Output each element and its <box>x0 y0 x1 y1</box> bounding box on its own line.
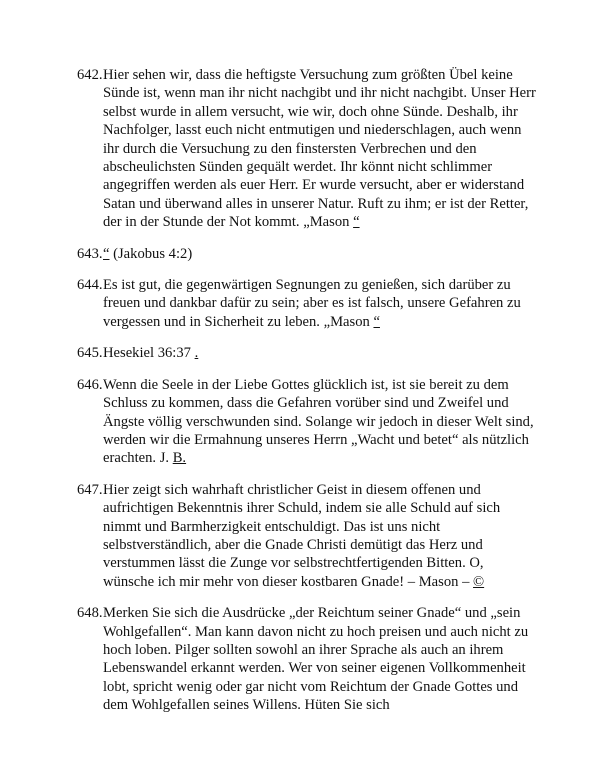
footnote-text: Hier sehen wir, dass die heftigste Versuchung zum größten Übel keine Sünde ist, wenn man ihr nicht nachgibt und ihr nicht nachgibt. Unser Herr selbst wurde in allem versucht, wie wir, doch ohne Sünde. Deshalb, ihr Nachfolger, lasst euch nicht entmutigen und niederschlagen, auch wenn ihr durch die Versuchung zu den finstersten Verbrechen und den abscheulichsten Sünden gequält werdet. Ihr könnt nicht schlimmer angegriffen werden als euer Herr. Er wurde versucht, aber er widerstand Satan und überwand alles in unserer Natur. Ruft zu ihm; er ist der Retter, der in der Stunde der Not kommt. „Mason <box>103 67 536 231</box>
footnote-backlink[interactable]: © <box>473 573 485 590</box>
footnote-number: 647. <box>77 481 103 498</box>
footnote-text: Es ist gut, die gegenwärtigen Segnungen zu genießen, sich darüber zu freuen und dankbar dafür zu sein; aber es ist falsch, unsere Gefahren zu vergessen und in Sicherheit zu leben. „Mason <box>103 277 521 330</box>
footnotes-list <box>77 66 537 728</box>
footnote-642 <box>77 66 537 232</box>
footnote-644 <box>77 276 537 331</box>
footnote-646 <box>77 376 537 468</box>
footnote-backlink[interactable]: . <box>194 345 199 362</box>
footnote-text: Wenn die Seele in der Liebe Gottes glücklich ist, ist sie bereit zu dem Schluss zu kommen, dass die Gefahren vorüber sind und Zweifel und Ängste völlig verschwunden sind. Solange wir jedoch in dieser Welt sind, werden wir die Ermahnung unseres Herrn „Wacht und betet“ als nützlich erachten. J. <box>103 376 534 467</box>
footnote-number: 642. <box>77 67 103 83</box>
footnote-number: 645. <box>77 345 103 362</box>
footnote-number: 646. <box>77 376 103 393</box>
footnote-number: 648. <box>77 605 103 622</box>
footnote-643 <box>77 245 537 263</box>
footnote-backlink[interactable]: “ <box>103 245 110 262</box>
footnote-backlink[interactable]: “ <box>353 214 360 231</box>
footnote-number: 643. <box>77 245 103 262</box>
footnote-text: Hier zeigt sich wahrhaft christlicher Geist in diesem offenen und aufrichtigen Bekenntnis ihrer Schuld, indem sie alle Schuld auf sich nimmt und Barmherzigkeit entschuldigt. Das ist uns nicht selbstverständlich, aber die Gnade Christi demütigt das Herz und verstummen lässt die Zunge vor selbstrechtfertigenden Bitten. O, wünsche ich mir mehr von dieser kostbaren Gnade! – Mason – <box>103 481 501 590</box>
footnote-648 <box>77 604 537 714</box>
footnote-647 <box>77 481 537 591</box>
footnote-backlink[interactable]: B. <box>172 450 187 467</box>
footnote-645 <box>77 344 537 362</box>
footnote-text: Hesekiel 36:37 <box>103 345 195 362</box>
footnote-number: 644. <box>77 277 103 294</box>
footnote-text: (Jakobus 4:2) <box>109 245 193 262</box>
footnote-backlink[interactable]: “ <box>373 313 380 330</box>
footnote-text: Merken Sie sich die Ausdrücke „der Reichtum seiner Gnade“ und „sein Wohlgefallen“. Man kann davon nicht zu hoch preisen und auch nicht zu hoch loben. Pilger sollten sowohl an ihrer Sprache als auch an ihrem Lebenswandel erkannt werden. Wer von seiner eigenen Vollkommenheit lobt, spricht wenig oder gar nicht vom Reichtum der Gnade Gottes und dem Wohlgefallen seines Willens. Hüten Sie sich <box>103 605 529 714</box>
